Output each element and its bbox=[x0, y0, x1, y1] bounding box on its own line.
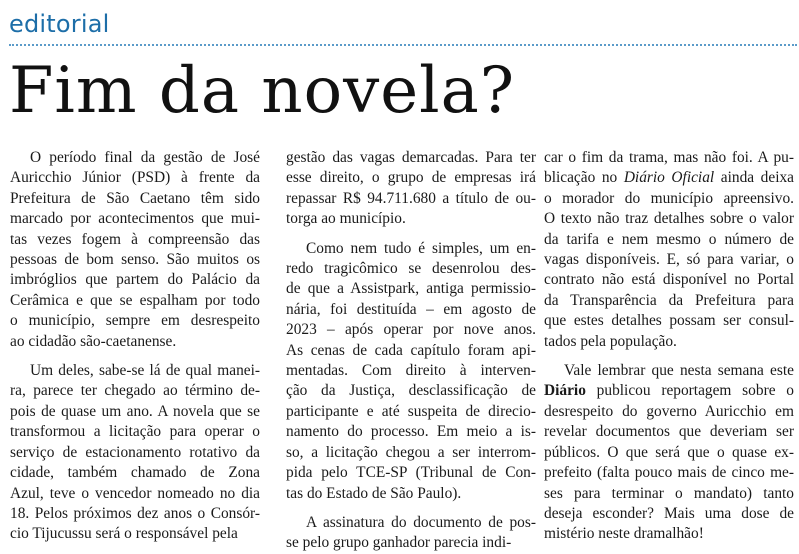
article-column-3 bbox=[544, 148, 794, 545]
article-line: Cerâmica e que se espalham por todo bbox=[10, 291, 260, 309]
article-line: torga ao município. bbox=[286, 210, 406, 228]
article-paragraph bbox=[286, 513, 536, 554]
article-line: Um deles, sabe-se lá de qual manei- bbox=[30, 362, 260, 380]
article-line: públicos. O que será que o quase ex- bbox=[544, 443, 794, 461]
article-line: da Transparência da Prefeitura para bbox=[544, 291, 794, 309]
article-line: Diário publicou reportagem sobre o bbox=[544, 382, 794, 400]
article-line: deseja esconder? Mais uma dose de bbox=[544, 504, 794, 522]
article-line: gestão das vagas demarcadas. Para ter bbox=[286, 149, 536, 166]
article-line: O texto não traz detalhes sobre o valor bbox=[544, 210, 794, 228]
article-line: ses para terminar o mandato) tanto bbox=[544, 484, 794, 502]
article-line: revelar documentos que deveriam ser bbox=[544, 423, 794, 441]
article-line: de que a Assistpark, antiga permissio- bbox=[286, 280, 536, 298]
article-line: o morador do município apreensivo. bbox=[544, 189, 794, 207]
article-line: tas vezes fogem à compreensão das bbox=[10, 230, 260, 248]
article-line: mistério neste dramalhão! bbox=[544, 525, 704, 543]
article-column-1 bbox=[10, 148, 260, 545]
article-line: so, a licitação chegou a ser interrom- bbox=[286, 443, 536, 461]
article-column-2 bbox=[286, 148, 536, 554]
article-line: pida pelo TCE-SP (Tribunal de Con- bbox=[286, 464, 536, 482]
article-line: namento do processo. Em meio a is- bbox=[286, 423, 536, 441]
article-line: o município, sempre em desrespeito bbox=[10, 312, 260, 330]
article-line: da tarifa e nem mesmo o número de bbox=[544, 230, 794, 248]
article-line: tas do Estado de São Paulo). bbox=[286, 484, 462, 502]
article-line: mentadas. Com direito à interven- bbox=[286, 362, 536, 380]
article-paragraph bbox=[286, 239, 536, 504]
article-line: repassar R$ 94.711.680 a título de ou- bbox=[286, 189, 536, 207]
article-line: transformou a licitação para operar o bbox=[10, 423, 260, 441]
article-line: nária, foi destituída – em agosto de bbox=[286, 300, 536, 318]
article-paragraph bbox=[10, 148, 260, 352]
article-body bbox=[9, 148, 794, 552]
article-line: ra, parece ter chegado ao término de- bbox=[10, 382, 260, 400]
article-line: pois de quase um ano. A novela que se bbox=[10, 402, 260, 420]
article-line: que estes detalhes possam ser consul- bbox=[544, 312, 794, 330]
article-line: ção da Justiça, desclassificação de bbox=[286, 382, 536, 400]
article-line: se pelo grupo ganhador parecia indi- bbox=[286, 534, 512, 552]
article-line: Azul, teve o vencedor nomeado no dia bbox=[10, 484, 260, 502]
article-line: contrato não está disponível no Portal bbox=[544, 271, 794, 289]
article-paragraph bbox=[286, 148, 536, 230]
article-paragraph bbox=[544, 148, 794, 352]
article-line: pessoas de bom senso. São muitos os bbox=[10, 251, 260, 269]
article-line: Auricchio Júnior (PSD) à frente da bbox=[10, 169, 260, 187]
article-line: desrespeito do governo Auricchio em bbox=[544, 402, 794, 420]
article-line: O período final da gestão de José bbox=[30, 149, 260, 166]
section-label: editorial bbox=[9, 10, 110, 38]
article-line: 2023 – após operar por nove anos. bbox=[286, 321, 536, 339]
article-paragraph bbox=[10, 361, 260, 545]
article-line: blicação no Diário Oficial ainda deixa bbox=[544, 169, 794, 187]
article-line: Vale lembrar que nesta semana este bbox=[564, 362, 794, 380]
article-line: vagas disponíveis. E, só para variar, o bbox=[544, 251, 794, 269]
article-line: As cenas de cada capítulo foram api- bbox=[286, 341, 536, 359]
article-line: 18. Pelos próximos dez anos o Consór- bbox=[10, 504, 260, 522]
article-line: Prefeitura de São Caetano têm sido bbox=[10, 189, 260, 207]
article-line: prefeito (falta pouco mais de cinco me- bbox=[544, 464, 794, 482]
article-line: Como nem tudo é simples, um en- bbox=[306, 239, 536, 257]
article-line: ao cidadão são-caetanense. bbox=[10, 332, 177, 350]
article-paragraph bbox=[544, 361, 794, 545]
article-line: cidade, também chamado de Zona bbox=[10, 464, 260, 482]
article-line: participante e até suspeita de direcio- bbox=[286, 402, 536, 420]
headline: Fim da novela? bbox=[9, 54, 516, 128]
article-line: cio Tijucussu será o responsável pela bbox=[10, 525, 238, 543]
article-line: A assinatura do documento de pos- bbox=[306, 513, 536, 531]
article-line: imbróglios que partem do Palácio da bbox=[10, 271, 260, 289]
article-line: esse direito, o grupo de empresas irá bbox=[286, 169, 536, 187]
article-line: redo tragicômico se desenrolou des- bbox=[286, 260, 536, 278]
article-line: marcado por acontecimentos que mui- bbox=[10, 210, 260, 228]
article-line: tados pela população. bbox=[544, 332, 677, 350]
article-line: serviço de estacionamento rotativo da bbox=[10, 443, 260, 461]
section-divider bbox=[9, 44, 797, 46]
article-line: car o fim da trama, mas não foi. A pu- bbox=[544, 149, 794, 166]
